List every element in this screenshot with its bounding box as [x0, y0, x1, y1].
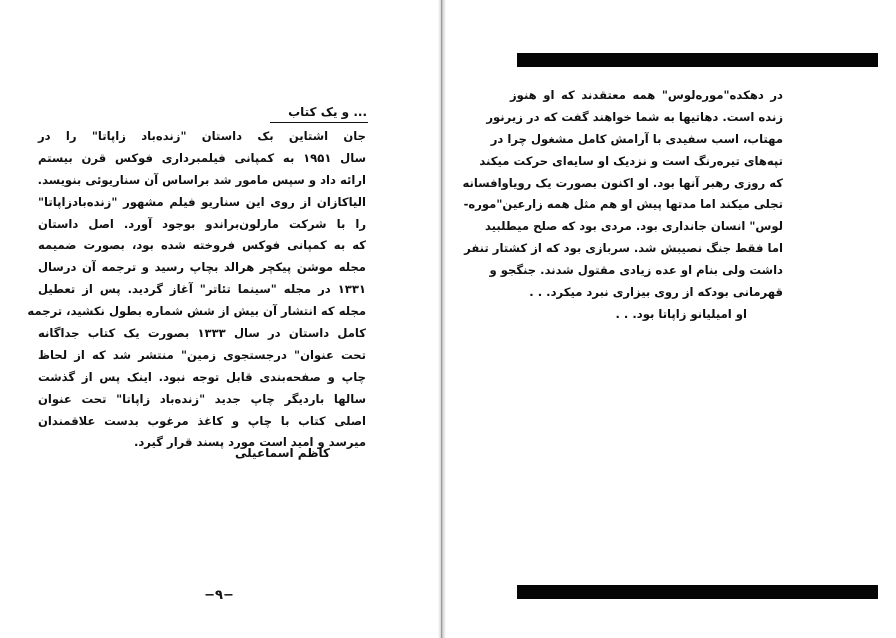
- text-line: که روزی رهبر آنها بود. او اکنون بصورت یک رویاوافسانه: [462, 175, 783, 190]
- text-line: زنده است. دهاتیها به شما خواهند گفت که در زیرنور: [486, 109, 783, 124]
- text-line: اصلی کتاب با چاپ و کاغذ مرغوب بدست علاقمندان: [38, 413, 366, 428]
- text-line: چاپ و صفحه‌بندی قابل توجه نبود. اینک پس از گذشت: [38, 369, 366, 384]
- section-heading: ... و یک کتاب: [288, 105, 367, 119]
- text-line: سالها باردیگر چاپ جدید "زنده‌باد زاپاتا" تحت عنوان: [38, 391, 366, 406]
- author-signature: کاظم اسماعیلی: [235, 446, 330, 460]
- page-number: −۹−: [204, 588, 234, 603]
- text-line: الیاکازان از روی این سناریو فیلم مشهور "زنده‌بادزاپاتا": [38, 194, 366, 209]
- text-line: مهتاب، اسب سفیدی با آرامش کامل مشغول چرا در: [490, 131, 783, 146]
- text-line: قهرمانی بودکه از روی بیزاری نبرد میکرد. . .: [529, 285, 783, 300]
- text-line: او امیلیانو زاپاتا بود. . .: [615, 306, 747, 321]
- text-line: تحت عنوان" درجستجوی زمین" منتشر شد که از لحاظ: [38, 347, 366, 362]
- text-line: که به کمپانی فوکس فروخته شده بود، بصورت ضمیمه: [38, 238, 366, 253]
- text-line: در دهکده"موره‌لوس" همه معتقدند که او هنوز: [510, 88, 783, 102]
- bottom-black-bar: [517, 585, 878, 599]
- text-line: ارائه داد و سپس مامور شد براساس آن سناریوئی بنویسد.: [37, 172, 366, 187]
- heading-underline: [270, 122, 368, 123]
- text-line: ۱۳۳۱ در مجله "سینما تئاتر" آغاز گردید. پس از تعطیل: [38, 282, 366, 297]
- text-line: اما فقط جنگ نصیبش شد. سربازی بود که از کشتار تنفر: [464, 241, 783, 256]
- text-line: کامل داستان در سال ۱۳۳۳ بصورت یک کتاب جداگانه: [38, 326, 366, 341]
- text-line: را با شرکت مارلون‌براندو بوجود آورد. اصل داستان: [38, 216, 366, 231]
- right-page-paragraph: [462, 85, 783, 326]
- book-gutter: [438, 0, 446, 638]
- top-black-bar: [517, 53, 878, 67]
- text-line: سال ۱۹۵۱ به کمپانی فیلمبرداری فوکس قرن بیستم: [38, 150, 366, 165]
- text-line: مجله که انتشار آن بیش از شش شماره بطول نکشید، ترجمه: [27, 304, 366, 319]
- text-line: تپه‌های تیره‌رنگ است و نزدیک او سایه‌ای حرکت میکند: [479, 153, 783, 168]
- text-line: لوس" انسان جانداری بود. مردی بود که صلح میطلبید: [484, 219, 783, 234]
- left-page-paragraph: [27, 126, 366, 454]
- text-line: جان اشتاین بک داستان "زنده‌باد زاپاتا" را در: [38, 129, 366, 143]
- text-line: میرسد و امید است مورد پسند قرار گیرد.: [133, 435, 366, 450]
- text-line: تجلی میکند اما مدتها پیش او هم مثل همه زارعین"موره-: [463, 197, 783, 212]
- text-line: داشت ولی بنام او عده زیادی مقتول شدند. جنگجو و: [489, 263, 783, 278]
- text-line: مجله موشن پیکچر هرالد بچاپ رسید و ترجمه آن درسال: [38, 260, 366, 275]
- gutter-divider: [441, 0, 442, 638]
- left-page: [0, 0, 440, 638]
